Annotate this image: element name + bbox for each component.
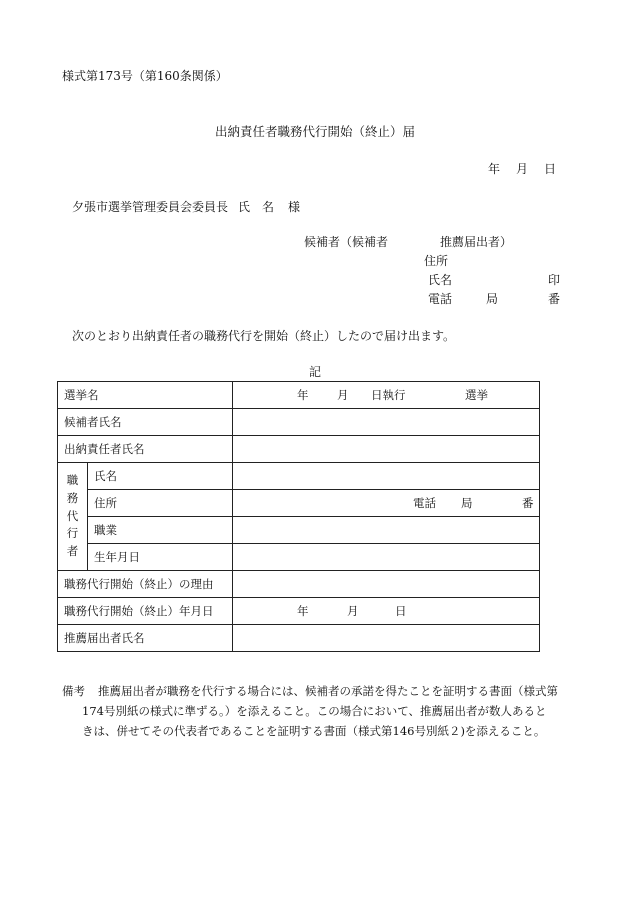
label-candidate-name: 候補者氏名 <box>58 409 233 436</box>
field-acting-address[interactable] <box>233 490 540 517</box>
remark-label: 備考 <box>62 684 85 698</box>
label-acting-name: 氏名 <box>88 463 233 490</box>
row-acting-birthdate <box>58 544 540 571</box>
start-date-month: 月 <box>347 604 359 618</box>
applicant-heading-main: 候補者（候補者 <box>304 235 389 249</box>
form-number: 様式第173号（第160条関係） <box>62 69 228 83</box>
form-table <box>57 381 540 652</box>
election-day-exec: 日執行 <box>371 388 406 402</box>
row-election <box>58 382 540 409</box>
field-acting-occupation[interactable] <box>233 517 540 544</box>
field-acting-name[interactable] <box>233 463 540 490</box>
label-acting-occupation: 職業 <box>88 517 233 544</box>
applicant-tel-label: 電話 <box>428 292 453 306</box>
row-acting-name <box>58 463 540 490</box>
label-recommender-name: 推薦届出者氏名 <box>58 625 233 652</box>
applicant-tel-kyoku: 局 <box>486 292 499 306</box>
row-recommender-name <box>58 625 540 652</box>
ki-heading: 記 <box>308 365 321 379</box>
remark-line-1: 推薦届出者が職務を代行する場合には、候補者の承諾を得たことを証明する書面（様式第 <box>98 684 558 698</box>
date-line <box>472 163 556 175</box>
addressee-name-2: 名 <box>262 200 275 214</box>
row-treasurer-name <box>58 436 540 463</box>
row-acting-occupation <box>58 517 540 544</box>
acting-tel-kyoku: 局 <box>461 496 473 510</box>
date-month: 月 <box>515 162 528 176</box>
addressee-title: 夕張市選挙管理委員会委員長 <box>72 200 229 214</box>
field-candidate-name[interactable] <box>233 409 540 436</box>
form-title: 出納責任者職務代行開始（終止）届 <box>214 124 415 139</box>
field-treasurer-name[interactable] <box>233 436 540 463</box>
election-senkyo: 選挙 <box>465 388 488 402</box>
acting-char: 行 <box>66 526 79 541</box>
addressee <box>72 201 300 213</box>
start-date-day: 日 <box>395 604 407 618</box>
acting-tel-label: 電話 <box>413 496 436 510</box>
row-start-date <box>58 598 540 625</box>
acting-person-group-label <box>58 463 88 571</box>
remark-line-3: きは、併せてその代表者であることを証明する書面（様式第146号別紙２)を添えること。 <box>82 724 546 738</box>
date-day: 日 <box>543 162 556 176</box>
label-reason: 職務代行開始（終止）の理由 <box>58 571 233 598</box>
label-treasurer-name: 出納責任者氏名 <box>58 436 233 463</box>
intro-text: 次のとおり出納責任者の職務代行を開始（終止）したので届け出ます。 <box>72 329 456 343</box>
acting-char: 職 <box>66 472 79 487</box>
addressee-suffix: 様 <box>288 200 301 214</box>
label-acting-birthdate: 生年月日 <box>88 544 233 571</box>
label-start-date: 職務代行開始（終止）年月日 <box>58 598 233 625</box>
row-acting-address <box>58 490 540 517</box>
election-month: 月 <box>337 388 349 402</box>
label-election: 選挙名 <box>58 382 233 409</box>
remark-block <box>62 681 582 741</box>
label-acting-address: 住所 <box>88 490 233 517</box>
acting-char: 代 <box>66 508 79 523</box>
applicant-name-label: 氏名 <box>428 273 453 287</box>
row-reason <box>58 571 540 598</box>
applicant-heading <box>304 236 512 248</box>
field-reason[interactable] <box>233 571 540 598</box>
remark-line-2: 174号別紙の様式に準ずる。）を添えること。この場合において、推薦届出者が数人あると <box>82 704 547 718</box>
field-election[interactable] <box>233 382 540 409</box>
applicant-address-label: 住所 <box>424 254 449 268</box>
date-year: 年 <box>487 162 500 176</box>
acting-char: 務 <box>66 490 79 505</box>
applicant-tel-ban: 番 <box>548 292 561 306</box>
row-candidate-name <box>58 409 540 436</box>
start-date-year: 年 <box>297 604 309 618</box>
acting-tel-ban: 番 <box>522 496 534 510</box>
field-recommender-name[interactable] <box>233 625 540 652</box>
field-acting-birthdate[interactable] <box>233 544 540 571</box>
field-start-date[interactable] <box>233 598 540 625</box>
election-year: 年 <box>297 388 309 402</box>
seal-mark: 印 <box>548 273 561 287</box>
addressee-name-1: 氏 <box>238 200 251 214</box>
applicant-heading-sub: 推薦届出者） <box>440 235 513 249</box>
acting-char: 者 <box>66 544 79 559</box>
